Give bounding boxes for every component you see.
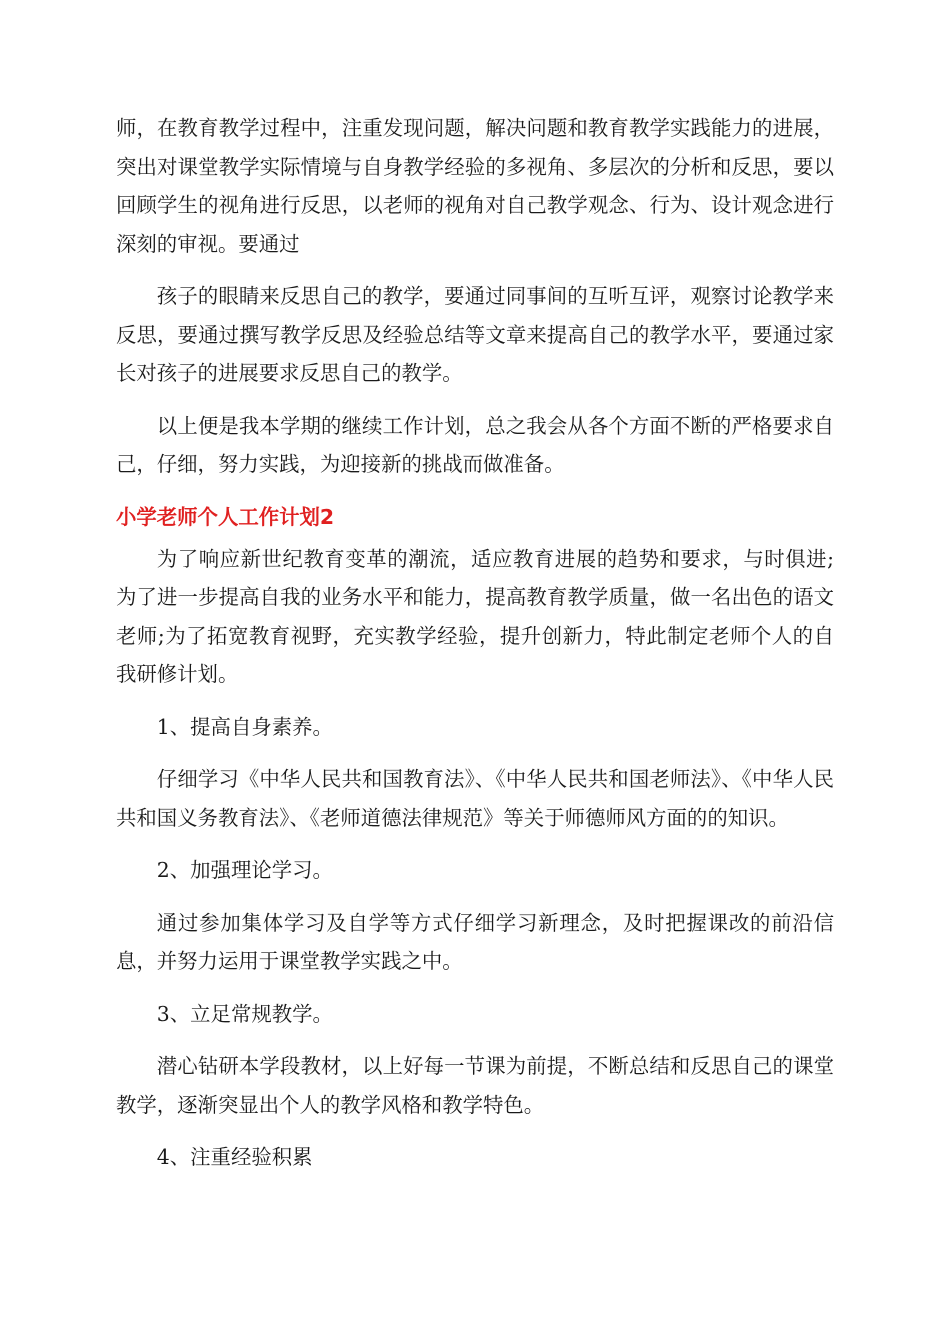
section-heading: 小学老师个人工作计划2	[116, 504, 335, 529]
document-page	[116, 109, 834, 1191]
paragraph-intro: 为了响应新世纪教育变革的潮流，适应教育进展的趋势和要求，与时俱进;为了进一步提高自我的业务水平和能力，提高教育教学质量，做一名出色的语文老师;为了拓宽教育视野，充实教学经验，提升创新力，特此制定老师个人的自我研修计划。	[116, 546, 834, 686]
list-item-4: 4、注重经验积累	[156, 1145, 313, 1169]
list-item-1: 1、提高自身素养。	[156, 714, 333, 739]
paragraph-laws: 仔细学习《中华人民共和国教育法》、《中华人民共和国老师法》、《中华人民共和国义务教育法》、《老师道德法律规范》等关于师德师风方面的的知识。	[116, 767, 834, 830]
paragraph-summary: 以上便是我本学期的继续工作计划，总之我会从各个方面不断的严格要求自己，仔细，努力实践，为迎接新的挑战而做准备。	[116, 413, 834, 476]
paragraph-teaching: 潜心钻研本学段教材，以上好每一节课为前提，不断总结和反思自己的课堂教学，逐渐突显出个人的教学风格和教学特色。	[116, 1054, 834, 1117]
paragraph-theory: 通过参加集体学习及自学等方式仔细学习新理念，及时把握课改的前沿信息，并努力运用于课堂教学实践之中。	[116, 910, 834, 973]
paragraph-continuation: 师，在教育教学过程中，注重发现问题，解决问题和教育教学实践能力的进展，突出对课堂教学实际情境与自身教学经验的多视角、多层次的分析和反思，要以回顾学生的视角进行反思，以老师的视角对自己教学观念、行为、设计观念进行深刻的审视。要通过	[116, 116, 834, 256]
list-item-3: 3、立足常规教学。	[156, 1001, 333, 1026]
list-item-2: 2、加强理论学习。	[156, 858, 333, 882]
paragraph-reflection: 孩子的眼睛来反思自己的教学，要通过同事间的互听互评，观察讨论教学来反思，要通过撰写教学反思及经验总结等文章来提高自己的教学水平，要通过家长对孩子的进展要求反思自己的教学。	[116, 284, 834, 385]
